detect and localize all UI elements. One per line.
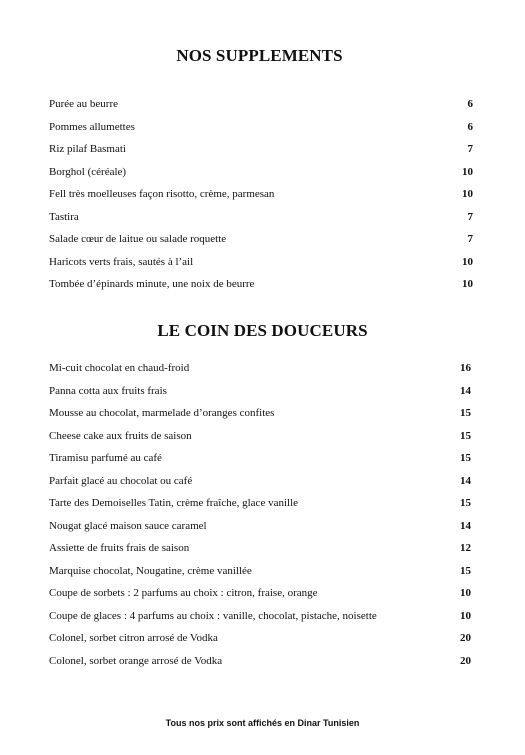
menu-item-price: 6 xyxy=(467,120,473,133)
menu-item-name: Coupe de glaces : 4 parfums au choix : vanille, chocolat, pistache, noisette xyxy=(49,609,377,622)
menu-item xyxy=(49,119,473,142)
menu-item xyxy=(49,473,471,496)
menu-item xyxy=(49,383,471,406)
menu-item-price: 10 xyxy=(462,165,473,178)
desserts-list xyxy=(49,360,471,675)
menu-item xyxy=(49,405,471,428)
price-currency-note: Tous nos prix sont affichés en Dinar Tunisien xyxy=(165,718,360,728)
menu-item xyxy=(49,96,473,119)
menu-item xyxy=(49,540,471,563)
menu-item-name: Cheese cake aux fruits de saison xyxy=(49,429,192,442)
menu-item-price: 12 xyxy=(460,542,471,554)
menu-item-price: 10 xyxy=(462,255,473,268)
menu-item-name: Fell très moelleuses façon risotto, crème, parmesan xyxy=(49,188,275,200)
menu-item xyxy=(49,653,471,676)
menu-item xyxy=(49,518,471,541)
menu-item-name: Riz pilaf Basmati xyxy=(49,143,126,155)
menu-item-price: 16 xyxy=(460,362,471,374)
menu-item-price: 7 xyxy=(467,143,473,155)
menu-item xyxy=(49,141,473,164)
menu-item xyxy=(49,563,471,586)
menu-item xyxy=(49,231,473,254)
menu-item-name: Tombée d’épinards minute, une noix de beurre xyxy=(49,278,255,290)
menu-item xyxy=(49,495,471,518)
menu-item xyxy=(49,585,471,608)
menu-item-price: 14 xyxy=(460,519,471,532)
menu-item xyxy=(49,360,471,383)
menu-item-name: Nougat glacé maison sauce caramel xyxy=(49,519,207,532)
menu-item xyxy=(49,186,473,209)
menu-item-name: Pommes allumettes xyxy=(49,120,135,133)
menu-item-price: 10 xyxy=(460,609,471,622)
menu-item-name: Marquise chocolat, Nougatine, crème vanillée xyxy=(49,564,252,577)
menu-item-name: Tarte des Demoiselles Tatin, crème fraîche, glace vanille xyxy=(49,497,299,509)
menu-item xyxy=(49,450,471,473)
menu-item-name: Borghol (céréale) xyxy=(49,165,127,178)
menu-item-price: 20 xyxy=(460,654,471,667)
menu-item xyxy=(49,164,473,187)
menu-item-name: Colonel, sorbet citron arrosé de Vodka xyxy=(49,632,218,644)
menu-item-name: Coupe de sorbets : 2 parfums au choix : citron, fraise, orange xyxy=(49,587,318,599)
menu-item-price: 15 xyxy=(460,497,471,509)
menu-item xyxy=(49,428,471,451)
menu-item-price: 15 xyxy=(460,564,471,577)
menu-item-price: 14 xyxy=(460,384,471,397)
menu-item-name: Mi-cuit chocolat en chaud-froid xyxy=(49,362,190,374)
menu-item-price: 10 xyxy=(462,188,473,200)
menu-item-name: Panna cotta aux fruits frais xyxy=(49,384,167,397)
menu-item xyxy=(49,608,471,631)
supplements-list xyxy=(49,96,473,299)
menu-item-price: 20 xyxy=(460,632,471,644)
menu-item-price: 6 xyxy=(467,98,473,110)
desserts-title: LE COIN DES DOUCEURS xyxy=(157,321,368,340)
menu-item-price: 10 xyxy=(460,587,471,599)
menu-item-name: Colonel, sorbet orange arrosé de Vodka xyxy=(49,654,223,667)
menu-item-price: 15 xyxy=(460,407,471,419)
menu-item-price: 15 xyxy=(460,452,471,464)
menu-item-name: Assiette de fruits frais de saison xyxy=(49,542,190,554)
menu-item-name: Purée au beurre xyxy=(49,98,119,110)
menu-item-price: 14 xyxy=(460,474,471,487)
menu-item-price: 7 xyxy=(467,210,473,223)
menu-item-name: Tastira xyxy=(49,210,79,223)
menu-item-name: Tiramisu parfumé au café xyxy=(49,452,162,464)
menu-item-name: Salade cœur de laitue ou salade roquette xyxy=(49,233,227,245)
menu-item-price: 7 xyxy=(467,233,473,245)
menu-item xyxy=(49,630,471,653)
menu-item-name: Parfait glacé au chocolat ou café xyxy=(49,474,193,487)
menu-item xyxy=(49,276,473,299)
menu-item-name: Mousse au chocolat, marmelade d’oranges confites xyxy=(49,407,275,419)
menu-item xyxy=(49,209,473,232)
menu-item-price: 10 xyxy=(462,278,473,290)
menu-item-name: Haricots verts frais, sautés à l’ail xyxy=(49,255,194,268)
menu-item-price: 15 xyxy=(460,429,471,442)
supplements-title: NOS SUPPLEMENTS xyxy=(176,46,343,65)
menu-item xyxy=(49,254,473,277)
